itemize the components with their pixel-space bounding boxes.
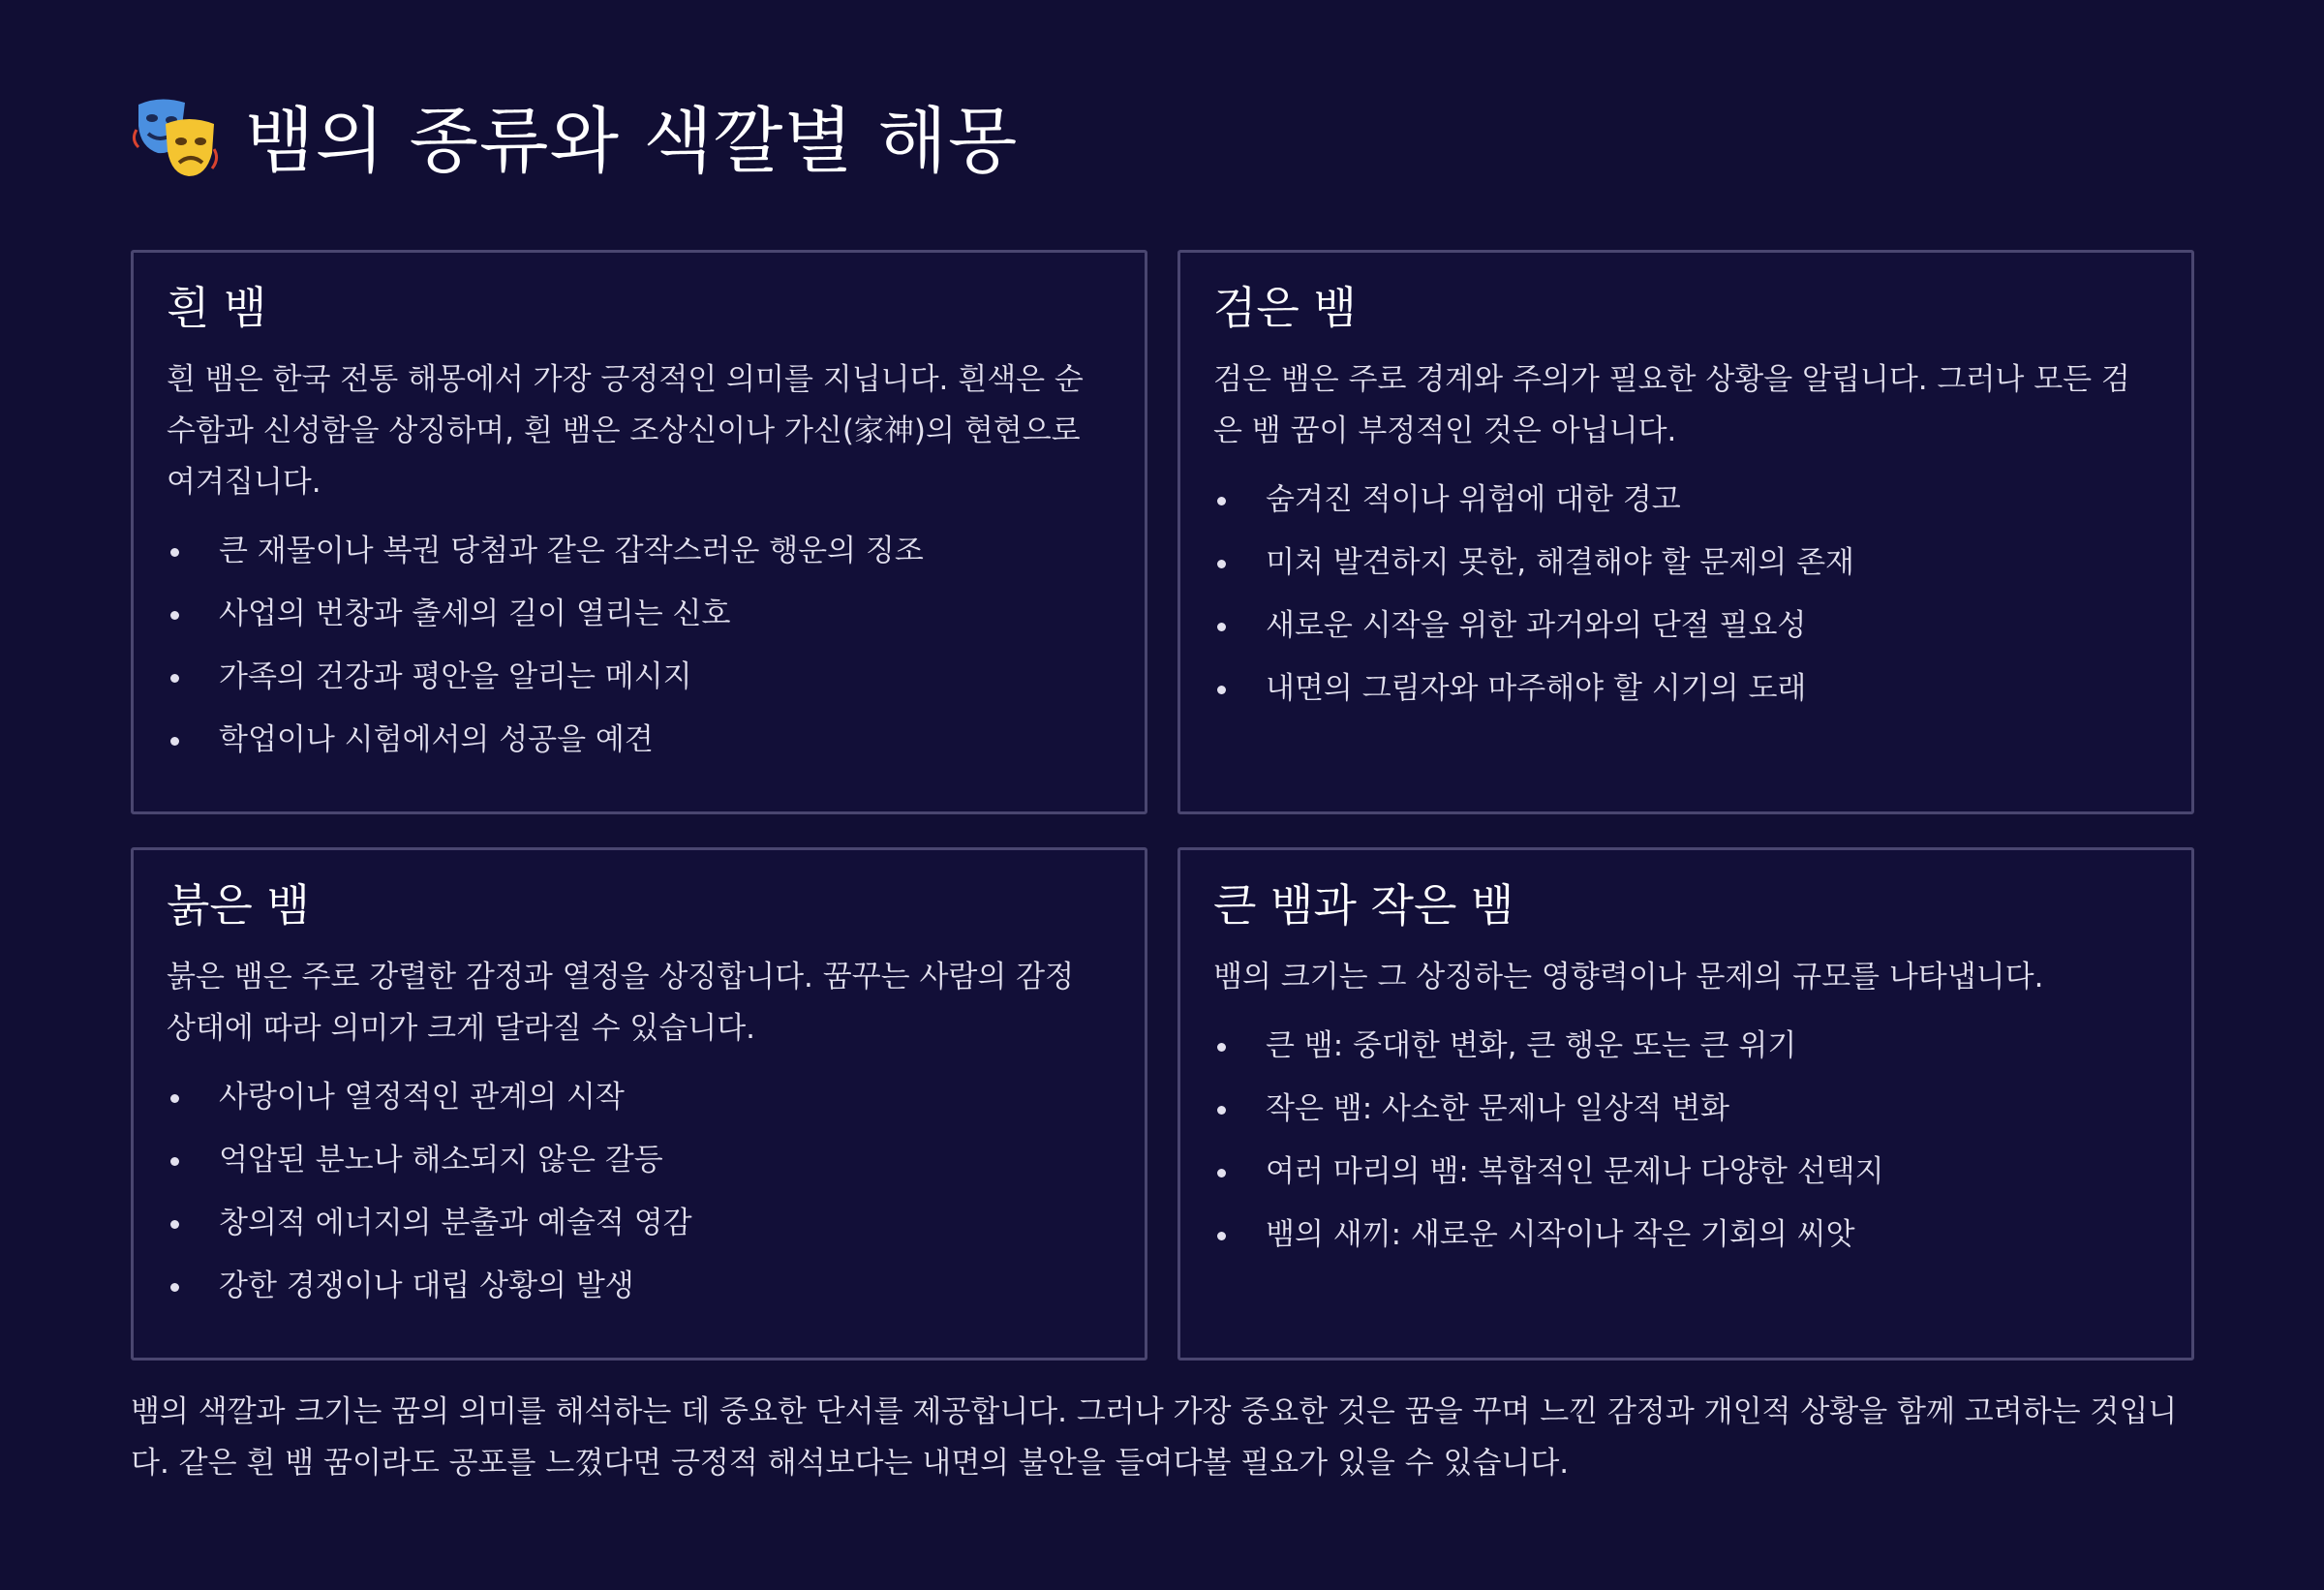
list-item <box>167 709 1112 772</box>
list-item <box>1213 1078 2158 1141</box>
list-item <box>1213 595 2158 657</box>
title-row <box>131 87 1018 184</box>
card-black-snake <box>1177 250 2194 814</box>
card-heading: 붉은 뱀 <box>167 879 310 932</box>
card-snake-size <box>1177 847 2194 1361</box>
list-item <box>167 583 1112 646</box>
card-list <box>167 520 1112 772</box>
bullet-icon <box>1217 1106 1226 1115</box>
list-item <box>167 1192 1112 1255</box>
card-red-snake <box>131 847 1147 1361</box>
card-description: 붉은 뱀은 주로 강렬한 감정과 열정을 상징합니다. 꿈꾸는 사람의 감정 상태에 따라 의미가 크게 달라질 수 있습니다. <box>167 960 1075 1047</box>
list-item-text: 미처 발견하지 못한, 해결해야 할 문제의 존재 <box>1266 545 1855 581</box>
list-item <box>167 646 1112 709</box>
list-item <box>1213 469 2158 532</box>
list-item-text: 뱀의 새끼: 새로운 시작이나 작은 기회의 씨앗 <box>1266 1217 1855 1253</box>
page-title: 뱀의 종류와 색깔별 해몽 <box>245 100 1019 183</box>
list-item-text: 숨겨진 적이나 위험에 대한 경고 <box>1266 482 1681 518</box>
list-item <box>167 1066 1112 1129</box>
bullet-icon <box>1217 497 1226 505</box>
list-item-text: 사업의 번창과 출세의 길이 열리는 신호 <box>219 596 731 632</box>
list-item <box>1213 1141 2158 1204</box>
list-item <box>167 1255 1112 1318</box>
bullet-icon <box>170 548 179 557</box>
list-item-text: 여러 마리의 뱀: 복합적인 문제나 다양한 선택지 <box>1266 1154 1884 1190</box>
list-item-text: 큰 재물이나 복권 당첨과 같은 갑작스러운 행운의 징조 <box>219 534 924 569</box>
list-item-text: 내면의 그림자와 마주해야 할 시기의 도래 <box>1266 671 1807 707</box>
card-white-snake <box>131 250 1147 814</box>
list-item <box>1213 532 2158 595</box>
bullet-icon <box>170 1094 179 1103</box>
list-item-text: 학업이나 시험에서의 성공을 예견 <box>219 722 654 758</box>
bullet-icon <box>1217 623 1226 631</box>
card-heading: 흰 뱀 <box>167 282 267 334</box>
list-item <box>167 520 1112 583</box>
card-description: 흰 뱀은 한국 전통 해몽에서 가장 긍정적인 의미를 지닙니다. 흰색은 순수함과 신성함을 상징하며, 흰 뱀은 조상신이나 가신(家神)의 현현으로 여겨집니다. <box>167 362 1084 501</box>
bullet-icon <box>170 674 179 683</box>
card-heading: 검은 뱀 <box>1213 282 1357 334</box>
card-description: 검은 뱀은 주로 경계와 주의가 필요한 상황을 알립니다. 그러나 모든 검은 뱀 꿈이 부정적인 것은 아닙니다. <box>1213 362 2130 449</box>
bullet-icon <box>1217 560 1226 568</box>
bullet-icon <box>170 1283 179 1292</box>
list-item-text: 가족의 건강과 평안을 알리는 메시지 <box>219 659 692 695</box>
list-item-text: 사랑이나 열정적인 관계의 시작 <box>219 1080 625 1116</box>
list-item-text: 강한 경쟁이나 대립 상황의 발생 <box>219 1269 634 1304</box>
bullet-icon <box>170 737 179 746</box>
list-item-text: 작은 뱀: 사소한 문제나 일상적 변화 <box>1266 1091 1729 1127</box>
bullet-icon <box>170 1220 179 1229</box>
footer-note: 뱀의 색깔과 크기는 꿈의 의미를 해석하는 데 중요한 단서를 제공합니다. 그러나 가장 중요한 것은 꿈을 꾸며 느낀 감정과 개인적 상황을 함께 고려하는 것입니다. 같은 흰 뱀 꿈이라도 공포를 느꼈다면 긍정적 해석보다는 내면의 불안을 들여다볼 필요가 있을 수 있습니다. <box>131 1394 2178 1481</box>
list-item-text: 큰 뱀: 중대한 변화, 큰 행운 또는 큰 위기 <box>1266 1028 1797 1064</box>
card-list <box>1213 1015 2158 1267</box>
bullet-icon <box>170 611 179 620</box>
list-item-text: 창의적 에너지의 분출과 예술적 영감 <box>219 1206 692 1241</box>
bullet-icon <box>1217 1169 1226 1177</box>
list-item <box>1213 1204 2158 1267</box>
card-list <box>1213 469 2158 720</box>
list-item-text: 억압된 분노나 해소되지 않은 갈등 <box>219 1143 663 1178</box>
bullet-icon <box>1217 1043 1226 1052</box>
bullet-icon <box>1217 1232 1226 1240</box>
performing-arts-masks-icon <box>131 91 220 180</box>
card-heading: 큰 뱀과 작은 뱀 <box>1213 879 1514 932</box>
list-item <box>167 1129 1112 1192</box>
list-item <box>1213 1015 2158 1078</box>
card-list <box>167 1066 1112 1318</box>
list-item <box>1213 657 2158 720</box>
bullet-icon <box>170 1157 179 1166</box>
bullet-icon <box>1217 686 1226 694</box>
card-description: 뱀의 크기는 그 상징하는 영향력이나 문제의 규모를 나타냅니다. <box>1213 960 2044 995</box>
list-item-text: 새로운 시작을 위한 과거와의 단절 필요성 <box>1266 608 1807 644</box>
